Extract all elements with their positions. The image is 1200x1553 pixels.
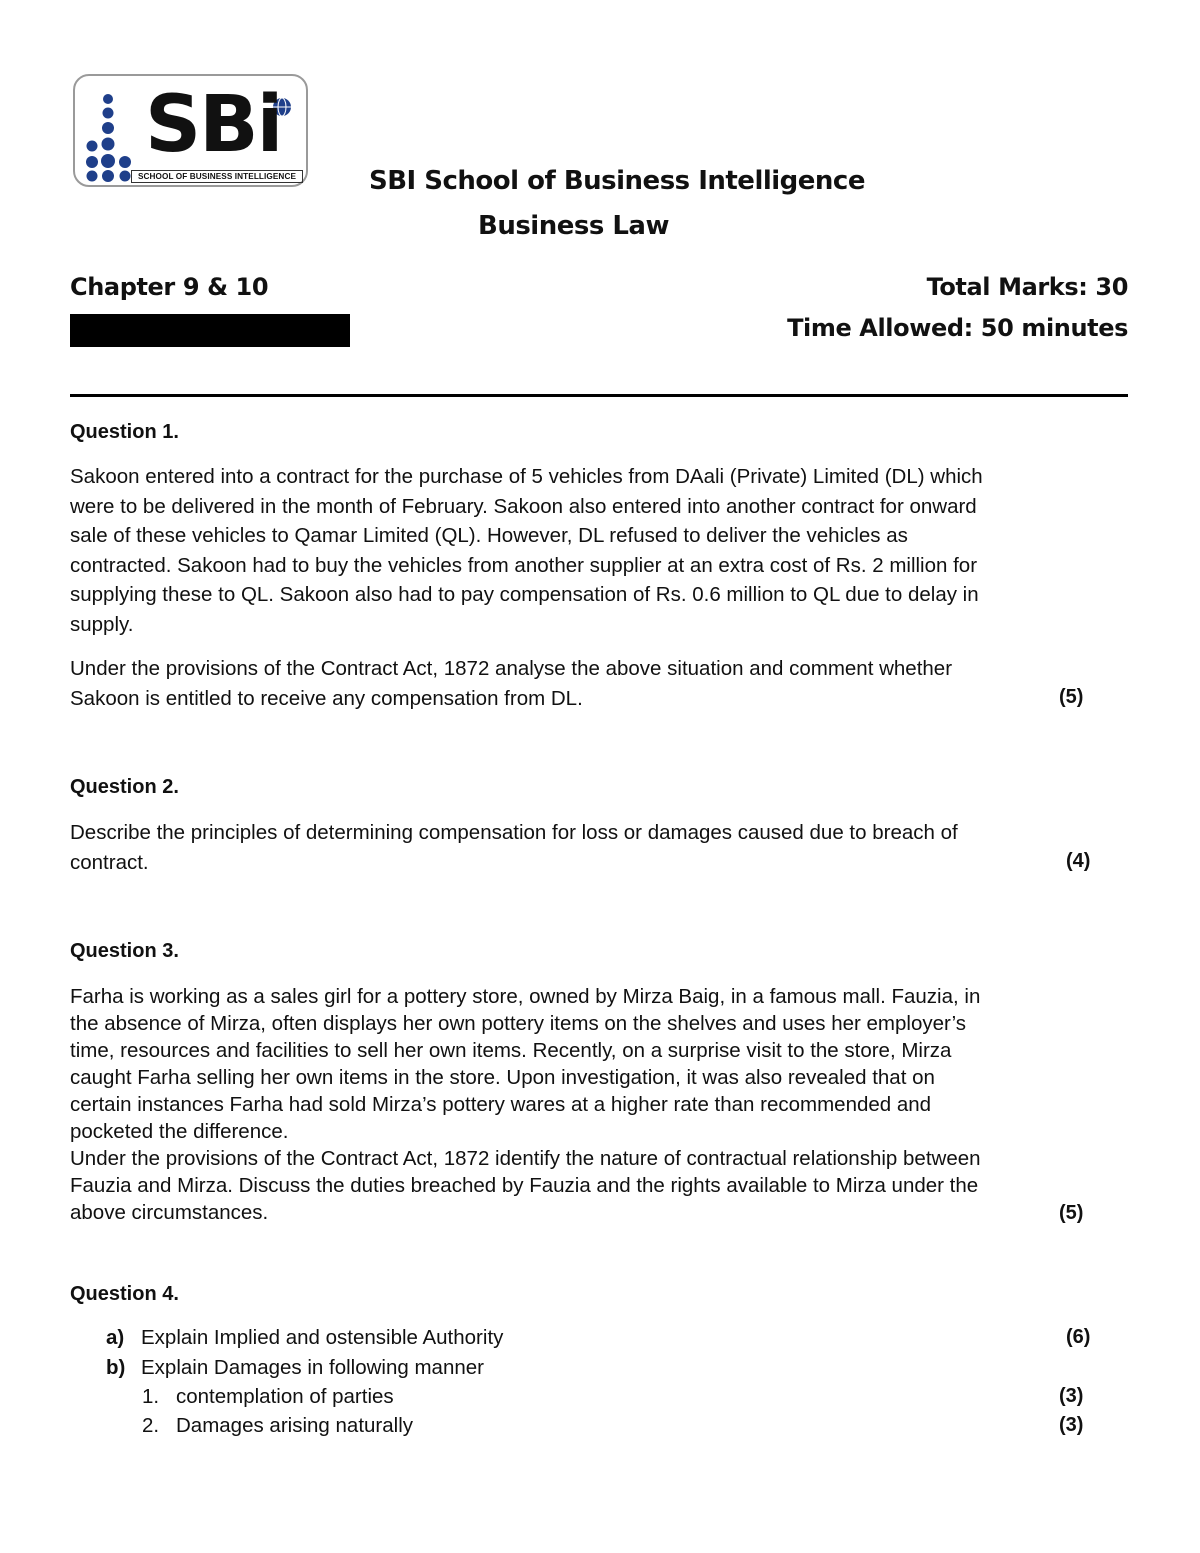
institution-title: SBI School of Business Intelligence xyxy=(369,166,865,196)
subitem-1-label: 1. xyxy=(142,1385,160,1408)
header-divider xyxy=(70,394,1128,397)
question-1-body xyxy=(70,462,1130,639)
question-2-body xyxy=(70,818,1130,877)
subject-title: Business Law xyxy=(478,211,669,241)
text-line: Sakoon entered into a contract for the purchase of 5 vehicles from DAali (Private) Limited (DL) which xyxy=(70,465,983,488)
text-line: contracted. Sakoon had to buy the vehicles from another supplier at an extra cost of Rs. 2 million for xyxy=(70,553,978,577)
school-logo xyxy=(73,74,308,187)
text-line: were to be delivered in the month of February. Sakoon also entered into another contract for onward xyxy=(70,494,977,518)
subitem-1-text: contemplation of parties xyxy=(176,1385,394,1408)
text-line: supply. xyxy=(70,612,134,636)
subitem-2-marks: (3) xyxy=(1059,1414,1084,1436)
question-1-marks: (5) xyxy=(1059,686,1084,708)
text-line: contract. xyxy=(70,850,149,874)
total-marks: Total Marks: 30 xyxy=(926,273,1128,301)
text-line: supplying these to QL. Sakoon also had to pay compensation of Rs. 0.6 million to QL due to delay in xyxy=(70,583,979,606)
text-line: sale of these vehicles to Qamar Limited (QL). However, DL refused to deliver the vehicles as xyxy=(70,524,908,547)
question-3-heading: Question 3. xyxy=(70,940,179,962)
subitem-2-label: 2. xyxy=(142,1414,160,1437)
text-line: Sakoon is entitled to receive any compensation from DL. xyxy=(70,686,583,710)
time-allowed: Time Allowed: 50 minutes xyxy=(787,314,1128,342)
text-line: certain instances Farha had sold Mirza’s pottery wares at a higher rate than recommended and xyxy=(70,1093,932,1116)
redacted-name-block xyxy=(70,314,350,347)
text-line: Describe the principles of determining compensation for loss or damages caused due to breach of xyxy=(70,821,958,844)
text-line: time, resources and facilities to sell her own items. Recently, on a surprise visit to the store, Mirza xyxy=(70,1039,952,1062)
item-a-label: a) xyxy=(106,1326,125,1349)
item-a-text: Explain Implied and ostensible Authority xyxy=(141,1326,504,1349)
question-2-heading: Question 2. xyxy=(70,776,179,798)
text-line: the absence of Mirza, often displays her own pottery items on the shelves and uses her employer’s xyxy=(70,1012,967,1035)
subitem-2-text: Damages arising naturally xyxy=(176,1414,414,1437)
text-line: caught Farha selling her own items in the store. Upon investigation, it was also revealed that on xyxy=(70,1066,935,1089)
logo-wordmark: SBi xyxy=(145,80,282,170)
text-line: Farha is working as a sales girl for a pottery store, owned by Mirza Baig, in a famous mall. Fauzia, in xyxy=(70,985,981,1008)
text-line: above circumstances. xyxy=(70,1201,269,1224)
question-1-heading: Question 1. xyxy=(70,421,179,443)
item-a-marks: (6) xyxy=(1066,1326,1091,1348)
logo-subtext: SCHOOL OF BUSINESS INTELLIGENCE xyxy=(131,170,303,183)
subitem-1-marks: (3) xyxy=(1059,1385,1084,1407)
question-2-marks: (4) xyxy=(1066,850,1091,872)
text-line: Under the provisions of the Contract Act, 1872 identify the nature of contractual relationship between xyxy=(70,1147,981,1170)
question-3-marks: (5) xyxy=(1059,1202,1084,1224)
question-1-prompt xyxy=(70,654,1130,713)
item-b-label: b) xyxy=(106,1356,126,1379)
question-3-body xyxy=(70,983,1130,1226)
text-line: Fauzia and Mirza. Discuss the duties breached by Fauzia and the rights available to Mirza under the xyxy=(70,1174,979,1197)
item-b-text: Explain Damages in following manner xyxy=(141,1356,484,1379)
chapter-label: Chapter 9 & 10 xyxy=(70,273,269,301)
question-4-heading: Question 4. xyxy=(70,1283,179,1305)
text-line: Under the provisions of the Contract Act, 1872 analyse the above situation and comment whether xyxy=(70,657,953,680)
text-line: pocketed the difference. xyxy=(70,1120,289,1143)
